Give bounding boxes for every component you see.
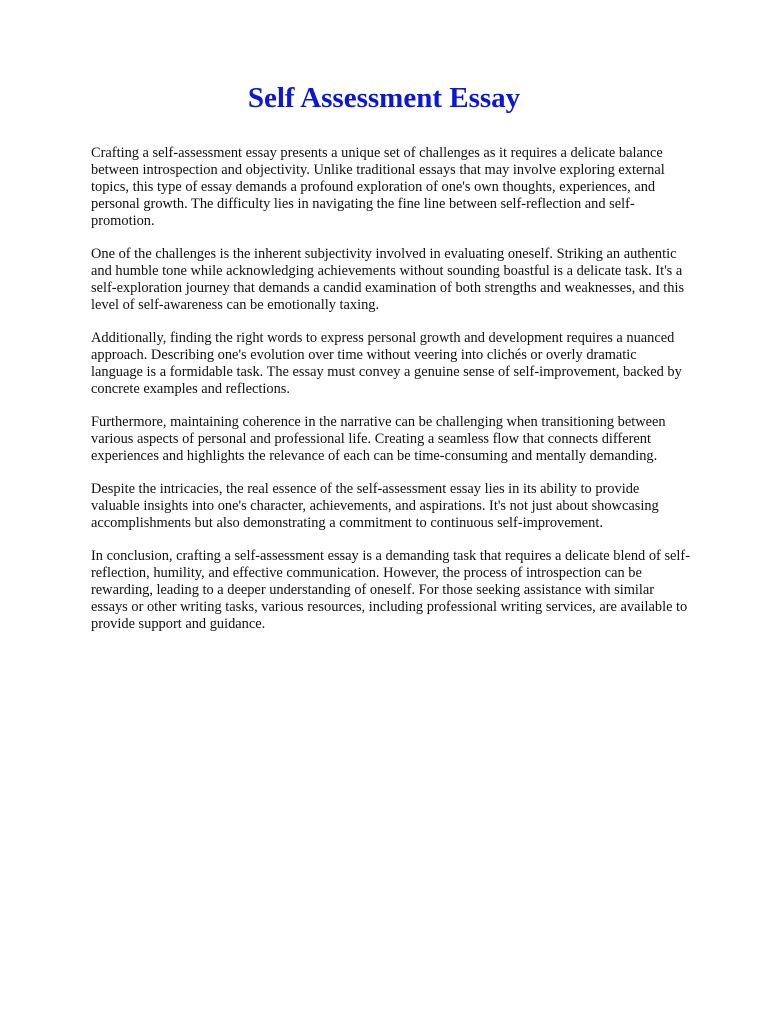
paragraph-2: One of the challenges is the inherent subjectivity involved in evaluating oneself. Striking an authentic and humble tone while acknowledging achievements without sounding boastful is a delicate task. It's a self-exploration journey that demands a candid examination of both strengths and weaknesses, and this level of self-awareness can be emotionally taxing.	[91, 246, 685, 313]
paragraph-5: Despite the intricacies, the real essence of the self-assessment essay lies in its ability to provide valuable insights into one's character, achievements, and aspirations. It's not just about showcasing accomplishments but also demonstrating a commitment to continuous self-improvement.	[91, 481, 659, 531]
page-title: Self Assessment Essay	[247, 82, 521, 114]
paragraph-6: In conclusion, crafting a self-assessment essay is a demanding task that requires a delicate blend of self-reflection, humility, and effective communication. However, the process of introspection can be rewarding, leading to a deeper understanding of oneself. For those seeking assistance with similar essays or other writing tasks, various resources, including professional writing services, are available to provide support and guidance.	[91, 548, 691, 632]
paragraph-4: Furthermore, maintaining coherence in the narrative can be challenging when transitioning between various aspects of personal and professional life. Creating a seamless flow that connects different experiences and highlights the relevance of each can be time-consuming and mentally demanding.	[91, 414, 666, 464]
essay-body	[91, 145, 691, 649]
paragraph-3: Additionally, finding the right words to express personal growth and development requires a nuanced approach. Describing one's evolution over time without veering into clichés or overly dramatic language is a formidable task. The essay must convey a genuine sense of self-improvement, backed by concrete examples and reflections.	[91, 330, 682, 397]
paragraph-1: Crafting a self-assessment essay presents a unique set of challenges as it requires a delicate balance between introspection and objectivity. Unlike traditional essays that may involve exploring external topics, this type of essay demands a profound exploration of one's own thoughts, experiences, and personal growth. The difficulty lies in navigating the fine line between self-reflection and self-promotion.	[91, 145, 665, 229]
